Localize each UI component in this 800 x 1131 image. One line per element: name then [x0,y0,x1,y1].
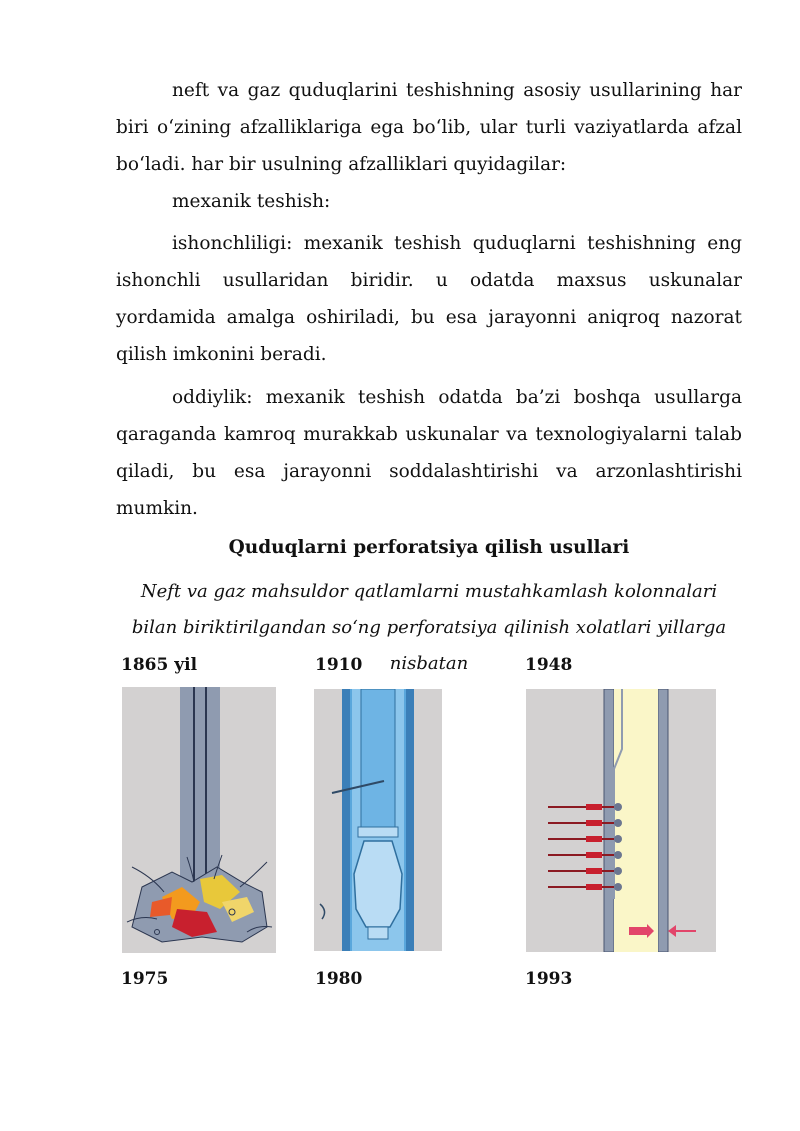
year-label-5: 1980 [315,969,363,989]
perforation-diagram-explosion [122,687,276,953]
paragraph-simplicity: oddiylik: mexanik teshish odatda ba’zi boshqa usullarga qaraganda kamroq murakkab uskunalar va texnologiyalarni talab qiladi, bu esa jarayonni soddalashtirishi va arzonlashtirishi mumkin. [116,387,742,519]
year-label-1: 1865 yil [121,655,198,675]
paragraph-mechanical-title: mexanik teshish: [172,191,331,212]
paragraph-reliability: ishonchliligi: mexanik teshish quduqlarni teshishning eng ishonchli usullaridan biridir. u odatda maxsus uskunalar yordamida amalga oshiriladi, bu esa jarayonni aniqroq nazorat qilish imkonini beradi. [116,233,742,365]
year-label-4: 1975 [121,969,169,989]
year-label-2: 1910 [315,655,363,675]
perforation-diagram-bullet-gun [314,689,442,951]
year-label-3: 1948 [525,655,573,675]
year-label-6: 1993 [525,969,573,989]
paragraph-intro: neft va gaz quduqlarini teshishning asosiy usullarining har biri oʻzining afzalliklariga ega boʻlib, ular turli vaziyatlarda afzal boʻladi. har bir usulning afzalliklari quyidagilar: [116,80,742,175]
figure-heading: Quduqlarni perforatsiya qilish usullari [228,537,630,558]
perforation-diagram-shaped-charge [526,689,716,952]
figure-caption: Neft va gaz mahsuldor qatlamlarni mustahkamlash kolonnalari bilan biriktirilgandan soʻng perforatsiya qilinish xolatlari yillarga nisbatan [131,581,727,674]
